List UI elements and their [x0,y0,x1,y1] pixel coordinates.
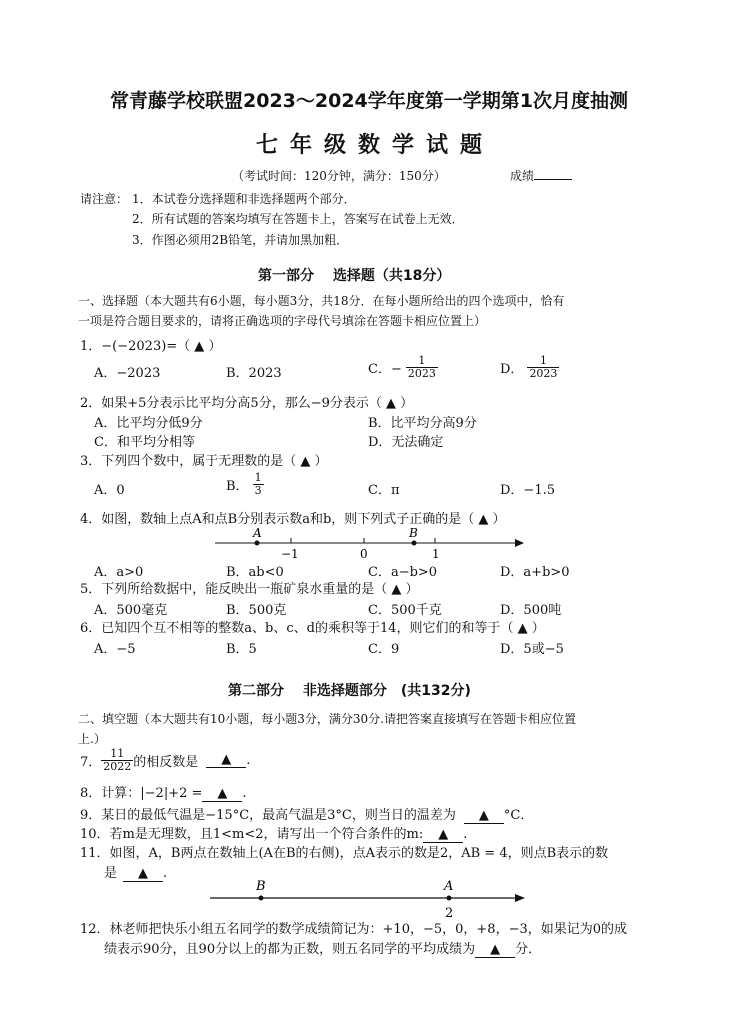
q11-point-b-dot [259,896,264,901]
q2-option-b: B．比平均分高9分 [368,416,477,431]
q4-point-a-label: A [253,526,262,540]
q5-stem: 5．下列所给数据中，能反映出一瓶矿泉水重量的是（ ▲ ） [80,582,419,597]
q1-option-c: C．− $\frac{1}{2023}$ [368,354,436,380]
exam-main-title: 常青藤学校联盟2023～2024学年度第一学期第1次月度抽测 [110,90,628,112]
part2-instruction-line1: 二、填空题（本大题共有10小题，每小题3分，满分30分.请把答案直接填写在答题卡相应位置 [78,712,576,726]
q7-fraction: $\frac{11}{2022}$ [103,747,132,773]
q7: 7． $\frac{11}{2022}$ 的相反数是 ▲ . [80,747,251,773]
q5-option-a: A．500毫克 [94,603,168,618]
q5-option-c: C．500千克 [368,603,442,618]
q4-option-b: B．ab<0 [226,565,284,580]
q1-stem: 1．−(−2023)=（ ▲ ） [80,339,222,354]
q4-point-b-dot [412,541,417,546]
q4-stem: 4．如图，数轴上点A和点B分别表示数a和b，则下列式子正确的是（ ▲ ） [80,512,506,527]
notice-item-1: 1．本试卷分选择题和非选择题两个部分． [132,192,356,206]
q11-line2: 是 ▲ . [104,866,168,881]
q6-option-b: B．5 [226,642,257,657]
q4-option-d: D．a+b>0 [500,565,570,580]
q11-number-line [205,875,535,921]
q8-answer-blank: ▲ [202,786,242,802]
q3-option-b: B． $\frac{1}{3}$ [226,471,262,497]
q3-stem: 3．下列四个数中，属于无理数的是（ ▲ ） [80,454,328,469]
q5-option-b: B．500克 [226,603,287,618]
q2-stem: 2．如果+5分表示比平均分高5分，那么−9分表示（ ▲ ） [80,396,414,411]
q12-line2: 绩表示90分，且90分以上的都为正数，则五名同学的平均成绩为 ▲ 分． [104,942,542,957]
score-field [510,167,572,184]
q10-answer-blank: ▲ [423,827,463,843]
q1-option-b: B．2023 [226,366,282,381]
q6-stem: 6．已知四个互不相等的整数a、b、c、d的乘积等于14，则它们的和等于（ ▲ ） [80,621,545,636]
q4-point-a-dot [255,541,260,546]
q5-option-d: D．500吨 [500,603,562,618]
exam-subtitle: 七年级数学试题 [256,133,495,158]
part2-heading: 第二部分 非选择题部分 (共132分) [228,683,471,699]
q1-d-fraction: $\frac{1}{2023}$ [529,354,558,380]
q4-option-c: C．a−b>0 [368,565,438,580]
q4-option-a: A．a>0 [94,565,144,580]
q2-option-a: A．比平均分低9分 [94,416,203,431]
q9: 9．某日的最低气温是−15°C，最高气温是3°C，则当日的温差为 ▲ °C． [80,808,534,823]
q2-option-c: C．和平均分相等 [94,435,195,450]
part1-heading: 第一部分 选择题（共18分） [258,268,451,284]
q1-c-fraction: $\frac{1}{2023}$ [407,354,436,380]
q9-answer-blank: ▲ [464,808,504,824]
q7-answer-blank: ▲ [206,752,246,768]
part1-instruction-line2: 一项是符合题目要求的，请将正确选项的字母代号填涂在答题卡相应位置上） [78,314,487,328]
q4-point-b-label: B [409,526,418,540]
q11-tick-label: 2 [445,906,454,921]
score-blank [534,179,572,180]
q1-option-a: A．−2023 [94,366,161,381]
part1-instruction-line1: 一、选择题（本大题共有6小题，每小题3分，共18分．在每小题所给出的四个选项中，恰有 [78,294,565,308]
q4-tick-0: 0 [360,547,368,561]
q4-number-line [210,524,530,562]
q4-tick-1: 1 [432,547,440,561]
q1-option-d: D． $\frac{1}{2023}$ [500,354,558,380]
part2-instruction-line2: 上.） [78,732,106,746]
q3-b-fraction: $\frac{1}{3}$ [254,471,262,497]
q8: 8．计算：|−2|+2 = ▲ . [80,786,247,801]
exam-info: （考试时间：120分钟，满分：150分） [232,169,446,183]
q11-point-b-label: B [256,879,266,894]
q2-option-d: D．无法确定 [368,435,444,450]
notice-label: 请注意： [80,192,129,206]
q12-answer-blank: ▲ [475,942,515,958]
notice-item-3: 3．作图必须用2B铅笔，并请加黑加粗． [132,233,349,247]
q6-option-d: D．5或−5 [500,642,564,657]
q12-line1: 12．林老师把快乐小组五名同学的数学成绩简记为：+10，−5，0，+8，−3，如果记为0的成 [80,922,628,937]
q11-answer-blank: ▲ [123,866,163,882]
q6-option-c: C．9 [368,642,400,657]
q11-line1: 11．如图，A，B两点在数轴上(A在B的右侧)，点A表示的数是2，AB = 4，则点B表示的数 [80,846,609,861]
q4-tick-neg1: −1 [281,547,299,561]
q10: 10．若m是无理数，且1<m<2，请写出一个符合条件的m: ▲ . [80,827,468,842]
q3-option-d: D．−1.5 [500,483,555,498]
q3-option-a: A．0 [94,483,125,498]
q11-point-a-dot [447,896,452,901]
q6-option-a: A．−5 [94,642,136,657]
q3-option-c: C．π [368,483,400,498]
notice-item-2: 2．所有试题的答案均填写在答题卡上，答案写在试卷上无效． [132,212,464,226]
q11-point-a-label: A [444,879,454,894]
score-label: 成绩 [510,169,535,183]
